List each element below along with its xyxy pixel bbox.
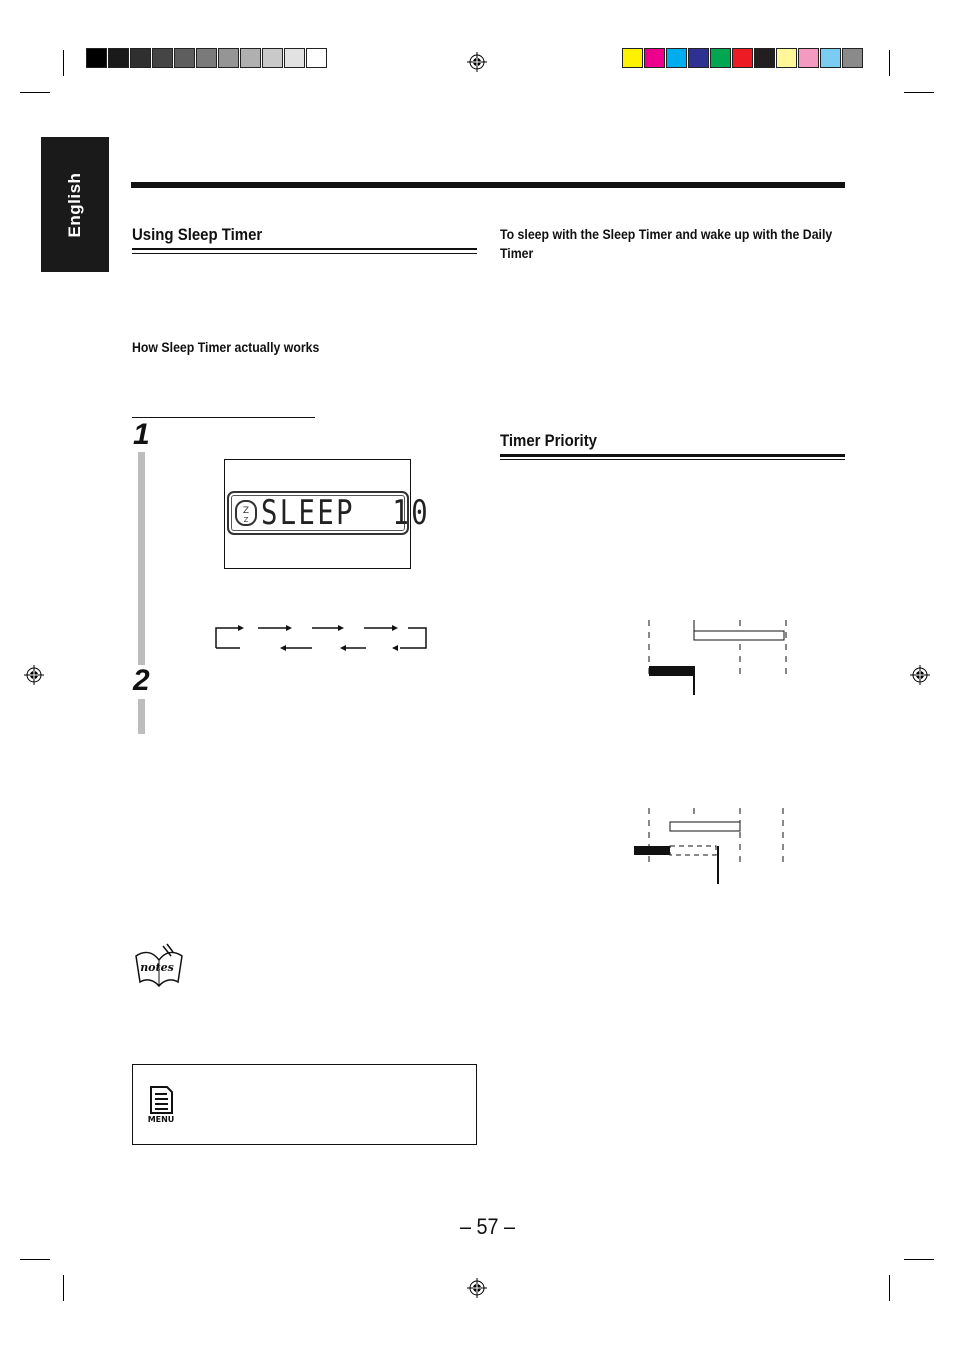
svg-text:Z: Z	[243, 516, 249, 524]
menu-icon	[147, 1085, 177, 1123]
title-underline	[132, 248, 477, 250]
step-number-1: 1	[133, 418, 150, 451]
registration-mark-icon	[467, 1278, 487, 1298]
swatch	[174, 48, 195, 68]
timer-priority-diagram-1	[640, 618, 800, 698]
swatch	[798, 48, 819, 68]
sleep-cycle-diagram	[212, 620, 432, 654]
language-tab-label: English	[65, 172, 84, 237]
swatch	[842, 48, 863, 68]
title-underline	[500, 459, 845, 460]
lcd-text: SLEEP 10	[261, 493, 430, 533]
swatch	[644, 48, 665, 68]
section-title-timer-priority: Timer Priority	[500, 431, 598, 450]
swatch	[688, 48, 709, 68]
swatch	[622, 48, 643, 68]
timer-priority-diagram-2	[630, 806, 800, 886]
swatch	[262, 48, 283, 68]
registration-mark-icon	[910, 665, 930, 685]
registration-mark-icon	[24, 665, 44, 685]
section-title-sleep-timer: Using Sleep Timer	[132, 225, 263, 244]
step-number-2: 2	[133, 664, 150, 697]
subheading-sleep-and-wake: To sleep with the Sleep Timer and wake up with the Daily Timer	[500, 226, 833, 261]
menu-label: MENU	[147, 1115, 175, 1123]
swatch	[86, 48, 107, 68]
swatch	[666, 48, 687, 68]
swatch	[284, 48, 305, 68]
swatch	[732, 48, 753, 68]
swatch	[240, 48, 261, 68]
page-number: – 57 –	[460, 1214, 516, 1239]
sleep-icon	[235, 500, 257, 526]
title-underline	[500, 454, 845, 457]
title-underline	[132, 253, 477, 254]
swatch	[152, 48, 173, 68]
notes-label: notes	[140, 961, 174, 974]
swatch	[218, 48, 239, 68]
step-bar	[138, 452, 145, 665]
display-panel	[224, 459, 430, 569]
svg-text:Z: Z	[242, 506, 250, 516]
swatch	[776, 48, 797, 68]
swatch	[710, 48, 731, 68]
subheading-how-it-works: How Sleep Timer actually works	[132, 339, 320, 355]
divider	[132, 417, 315, 418]
top-rule	[131, 182, 845, 188]
step-bar	[138, 699, 145, 734]
language-tab	[41, 137, 109, 272]
notes-icon	[133, 942, 185, 988]
swatch	[754, 48, 775, 68]
menu-reference-box	[132, 1064, 477, 1145]
swatch	[196, 48, 217, 68]
swatch	[820, 48, 841, 68]
swatch	[306, 48, 327, 68]
swatch	[130, 48, 151, 68]
registration-mark-icon	[467, 52, 487, 72]
swatch	[108, 48, 129, 68]
